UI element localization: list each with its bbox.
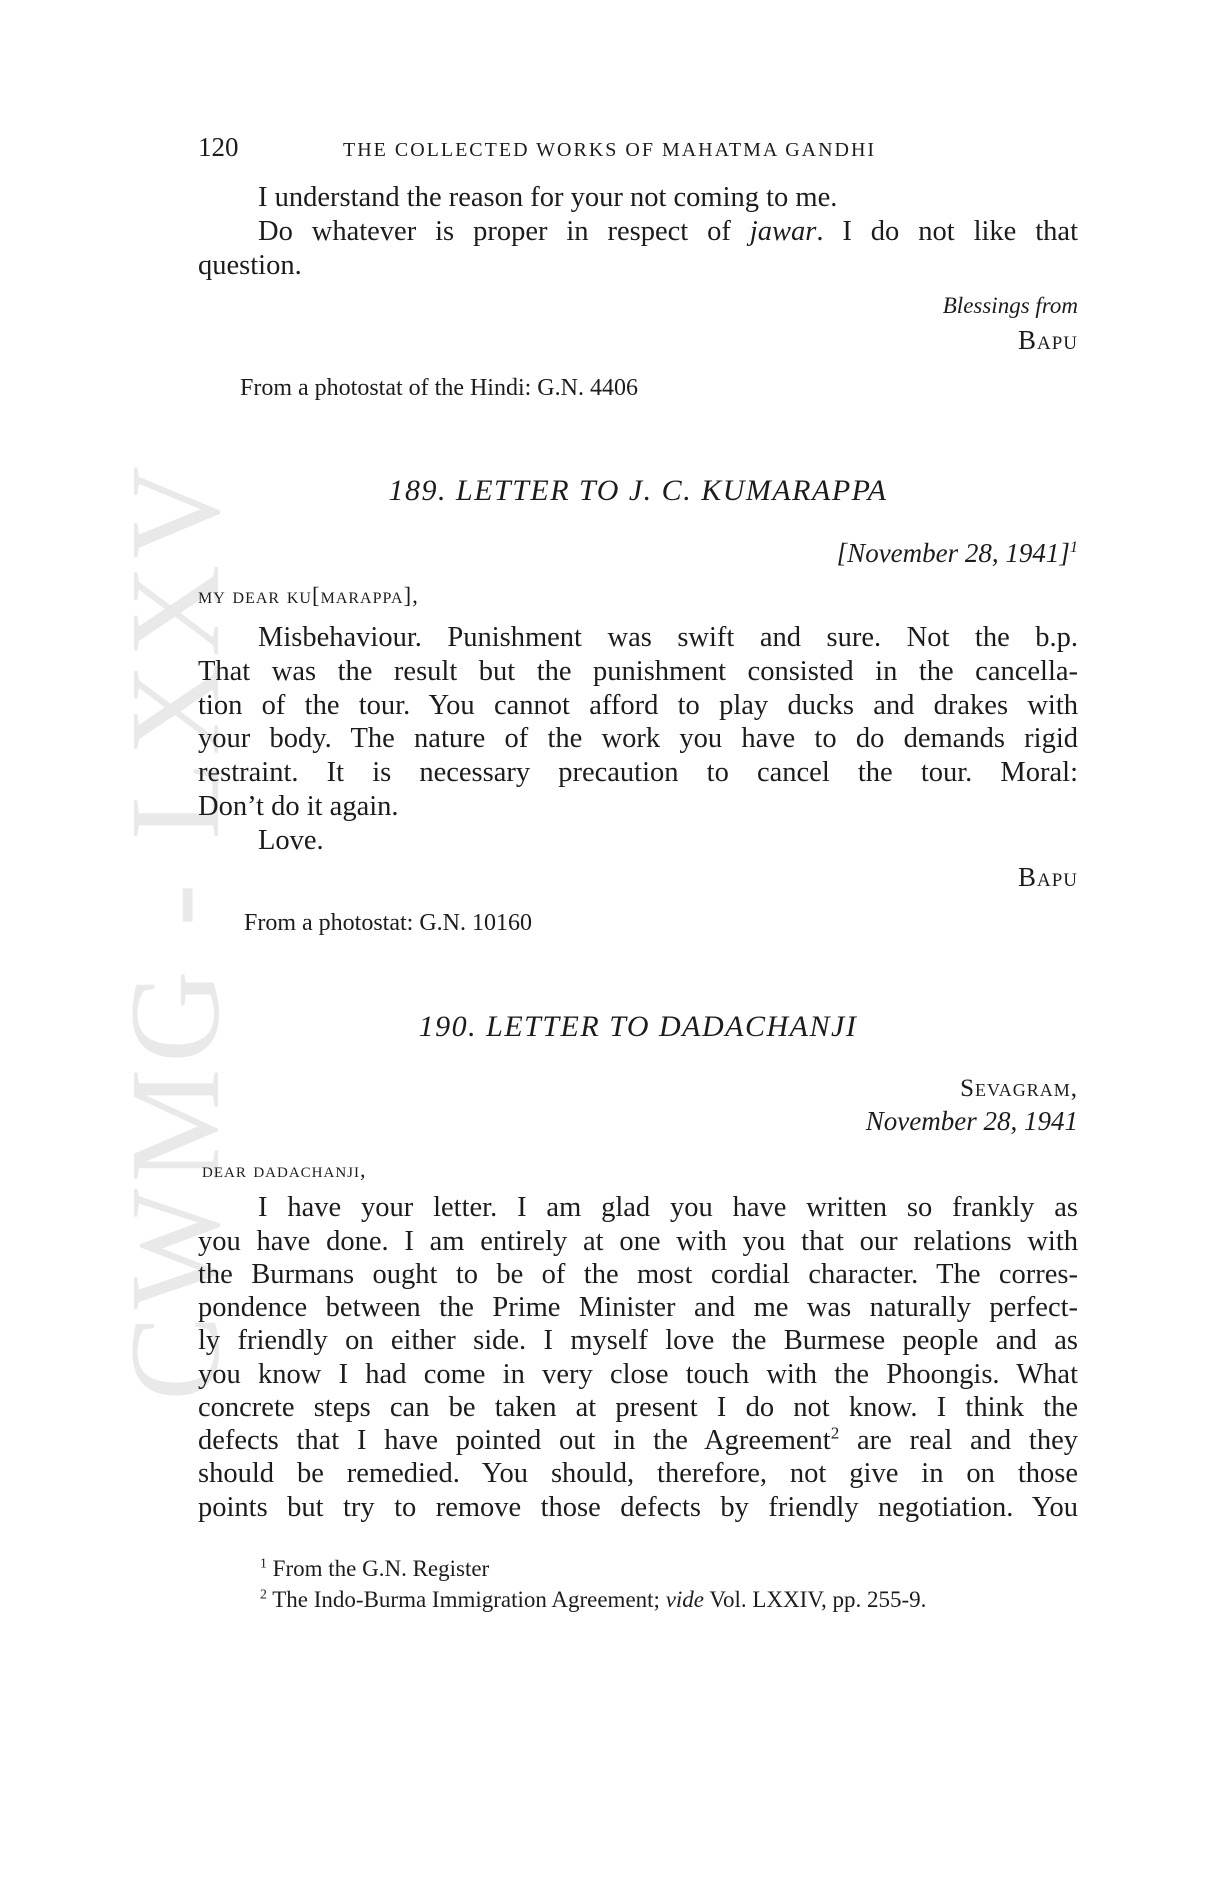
letter-line: ly friendly on either side. I myself love the Burmese people and as bbox=[198, 1325, 1078, 1356]
footnote-text: From the G.N. Register bbox=[266, 1556, 490, 1581]
date-text: [November 28, 1941] bbox=[836, 538, 1070, 568]
footnote-2 bbox=[260, 1587, 926, 1613]
footnote-ref: 2 bbox=[830, 1423, 840, 1443]
letter-line: points but try to remove those defects by friendly negotiation. You bbox=[198, 1492, 1078, 1523]
text-run: defects that I have pointed out in the Agreement bbox=[198, 1425, 831, 1456]
letter-line: tion of the tour. You cannot afford to play ducks and drakes with bbox=[198, 690, 1078, 721]
running-title: THE COLLECTED WORKS OF MAHATMA GANDHI bbox=[343, 139, 877, 161]
footnote-1 bbox=[260, 1556, 489, 1582]
footnote-italic: vide bbox=[665, 1587, 705, 1612]
letter-line: your body. The nature of the work you have to do demands rigid bbox=[198, 723, 1078, 754]
footnote-number: 2 bbox=[260, 1586, 267, 1602]
source-note: From a photostat of the Hindi: G.N. 4406 bbox=[240, 375, 638, 401]
letter-line: Don’t do it again. bbox=[198, 791, 399, 822]
letter-love: Love. bbox=[258, 825, 324, 856]
letter-line: pondence between the Prime Minister and me was naturally perfect- bbox=[198, 1292, 1078, 1323]
letter-line bbox=[198, 1425, 1078, 1457]
signature-bapu: Bapu bbox=[1017, 325, 1078, 355]
salutation: my dear ku[marappa], bbox=[198, 583, 419, 608]
letter-heading: 190. LETTER TO DADACHANJI bbox=[418, 1010, 858, 1043]
text-run: Do whatever is proper in respect of bbox=[258, 216, 750, 247]
letter-line: restraint. It is necessary precaution to cancel the tour. Moral: bbox=[198, 757, 1078, 788]
letter-date: November 28, 1941 bbox=[865, 1106, 1078, 1136]
letter-line: the Burmans ought to be of the most cordial character. The corres- bbox=[198, 1259, 1078, 1290]
source-note: From a photostat: G.N. 10160 bbox=[244, 910, 532, 936]
italic-term: jawar bbox=[749, 216, 817, 247]
footnote-ref: 1 bbox=[1069, 538, 1078, 556]
letter-line: you know I had come in very close touch with the Phoongis. What bbox=[198, 1359, 1078, 1390]
text-run: . I do not like that bbox=[816, 216, 1078, 247]
letter-line: I have your letter. I am glad you have written so frankly as bbox=[258, 1192, 1078, 1223]
letter-heading: 189. LETTER TO J. C. KUMARAPPA bbox=[388, 474, 888, 507]
letter-date bbox=[837, 538, 1078, 569]
salutation: dear dadachanji, bbox=[202, 1157, 367, 1182]
closing-blessings: Blessings from bbox=[942, 293, 1078, 318]
letter-line: Misbehaviour. Punishment was swift and sure. Not the b.p. bbox=[258, 622, 1078, 653]
letter-line: you have done. I am entirely at one with you that our relations with bbox=[198, 1226, 1078, 1257]
footnote-text: Vol. LXXIV, pp. 255-9. bbox=[704, 1587, 927, 1612]
footnote-number: 1 bbox=[260, 1555, 267, 1571]
text-run: are real and they bbox=[839, 1425, 1078, 1456]
watermark-text: CWMG - LXXV bbox=[103, 459, 246, 1401]
letter-line: should be remedied. You should, therefore, not give in on those bbox=[198, 1458, 1078, 1489]
letter-line: concrete steps can be taken at present I do not know. I think the bbox=[198, 1392, 1078, 1423]
letter-line: That was the result but the punishment consisted in the cancella- bbox=[198, 656, 1078, 687]
signature-bapu: Bapu bbox=[1017, 862, 1078, 892]
letter-place: Sevagram, bbox=[960, 1075, 1078, 1102]
page-number: 120 bbox=[198, 132, 239, 162]
prev-letter-line: I understand the reason for your not coming to me. bbox=[258, 182, 838, 213]
footnote-text: The Indo-Burma Immigration Agreement; bbox=[266, 1587, 666, 1612]
prev-letter-line: question. bbox=[198, 250, 302, 281]
prev-letter-line bbox=[258, 216, 1078, 248]
